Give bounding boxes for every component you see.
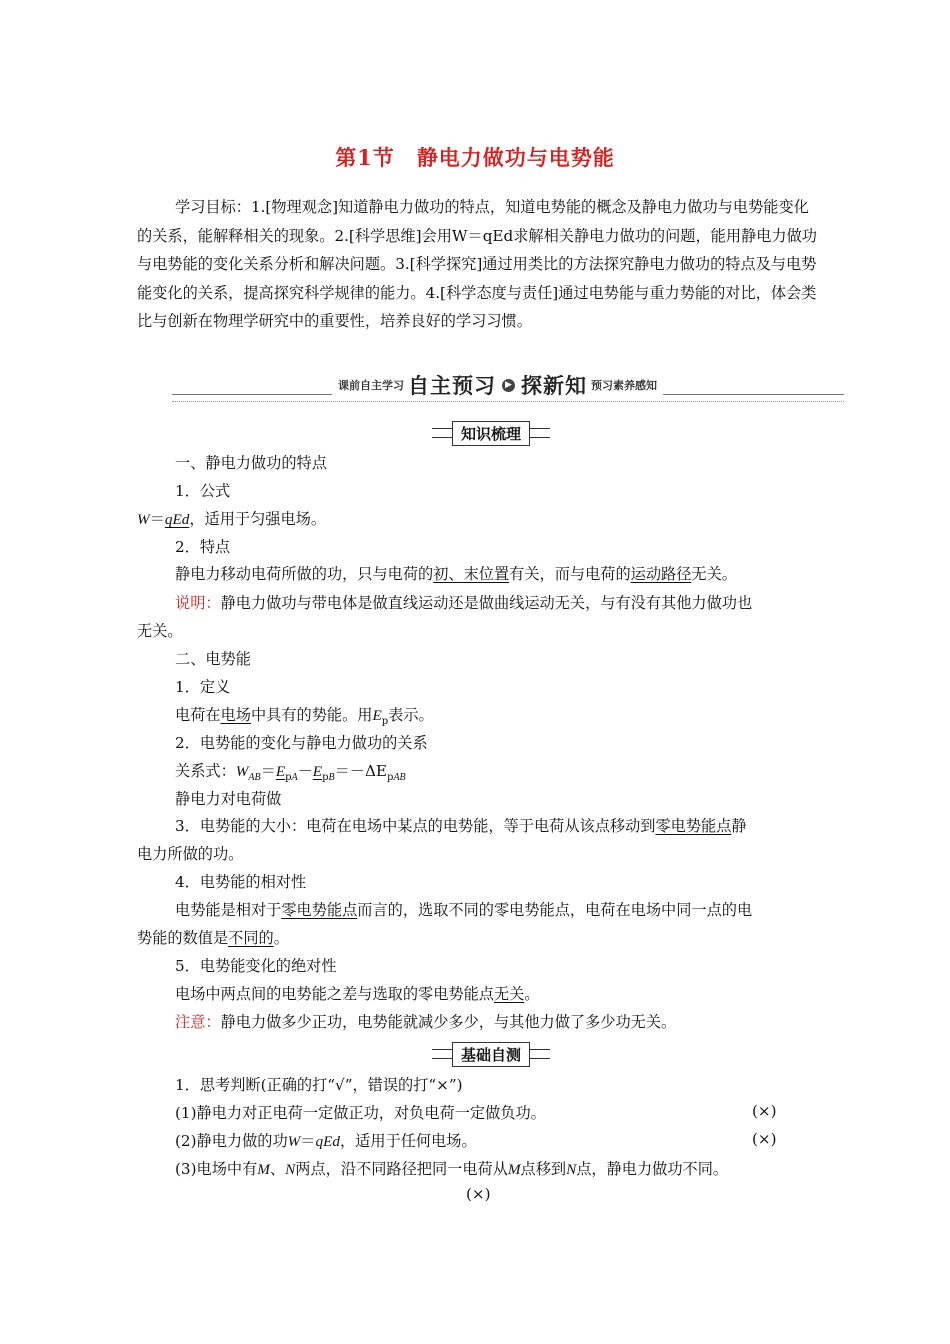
warning-line: 注意：静电力做多少正功，电势能就减少多少，与其他力做了多少功无关。 — [175, 1013, 677, 1031]
relation-note: 静电力对电荷做 — [175, 790, 282, 808]
section-header-knowledge: 知识梳理 — [432, 422, 550, 444]
banner-big-text-1: 自主预习 — [408, 374, 496, 398]
section-number: 第1节 — [335, 145, 395, 170]
section-header-self-test: 基础自测 — [432, 1043, 550, 1065]
preview-banner — [172, 370, 844, 406]
heading-work-features: 一、静电力做功的特点 — [175, 454, 327, 472]
relativity-text: 电势能是相对于零电势能点而言的，选取不同的零电势能点，电荷在电场中同一点的电 — [175, 901, 753, 919]
answer-2: (×) — [752, 1130, 777, 1148]
item-magnitude: 3．电势能的大小：电荷在电场中某点的电势能，等于电荷从该点移动到零电势能点静 — [175, 817, 747, 835]
item-definition-heading: 1．定义 — [175, 678, 231, 696]
warning-label: 注意： — [175, 1013, 221, 1031]
section-name: 静电力做功与电势能 — [416, 145, 615, 170]
item-relation-heading: 2．电势能的变化与静电力做功的关系 — [175, 734, 428, 752]
note-line: 说明：静电力做功与带电体是做直线运动还是做曲线运动无关，与有没有其他力做功也 — [175, 594, 753, 612]
item-absoluteness-heading: 5．电势能变化的绝对性 — [175, 957, 337, 975]
banner-left-text: 课前自主学习 — [338, 379, 404, 392]
question-1: (1)静电力对正电荷一定做正功，对负电荷一定做负功。 — [175, 1104, 546, 1122]
page-title — [0, 142, 950, 172]
answer-1: (×) — [752, 1102, 777, 1120]
item-relativity-heading: 4．电势能的相对性 — [175, 873, 307, 891]
banner-big-text-2: 探新知 — [521, 374, 587, 398]
item-formula-heading: 1．公式 — [175, 482, 231, 500]
answer-3: (×) — [466, 1185, 491, 1203]
judgement-intro: 1．思考判断(正确的打“√”，错误的打“×”) — [175, 1076, 463, 1094]
question-3: (3)电场中有M、N两点，沿不同路径把同一电荷从M点移到N点，静电力做功不同。 — [175, 1160, 729, 1178]
item-feature-heading: 2．特点 — [175, 538, 231, 556]
banner-right-text: 预习素养感知 — [591, 379, 657, 392]
relation-formula: 关系式：$W_{AB}=E_{pA}-E_{pB}=-\Delta E_{pAB}$ — [175, 762, 406, 784]
formula-line: W＝qEd，适用于匀强电场。 — [137, 510, 326, 528]
feature-text: 静电力移动电荷所做的功，只与电荷的初、末位置有关，而与电荷的运动路径无关。 — [175, 565, 737, 583]
definition-text: 电荷在电场中具有的势能。用$E_p$表示。 — [175, 706, 434, 728]
absoluteness-text: 电场中两点间的电势能之差与选取的零电势能点无关。 — [175, 985, 540, 1003]
heading-potential-energy: 二、电势能 — [175, 650, 251, 668]
relativity-continuation: 势能的数值是不同的。 — [137, 929, 289, 947]
learning-objectives: 学习目标：1.[物理观念]知道静电力做功的特点，知道电势能的概念及静电力做功与电势能变化的关系，能解释相关的现象。2.[科学思维]会用W＝qEd求解相关静电力做功的问题，能用静电力做功与电势能的变化关系分析和解决问题。3.[科学探究]通过用类比的方法探究静电力做功的特点及与电势能变化的关系，提高探究科学规律的能力。4.[科学态度与责任]通过电势能与重力势能的对比，体会类比与创新在物理学研究中的重要性，培养良好的学习习惯。 — [137, 198, 817, 330]
item-magnitude-continuation: 电力所做的功。 — [137, 845, 244, 863]
note-continuation: 无关。 — [137, 622, 183, 640]
question-2: (2)静电力做的功W＝qEd，适用于任何电场。 — [175, 1132, 477, 1150]
note-label: 说明： — [175, 594, 221, 612]
arrow-right-icon: ▶ — [502, 379, 515, 392]
